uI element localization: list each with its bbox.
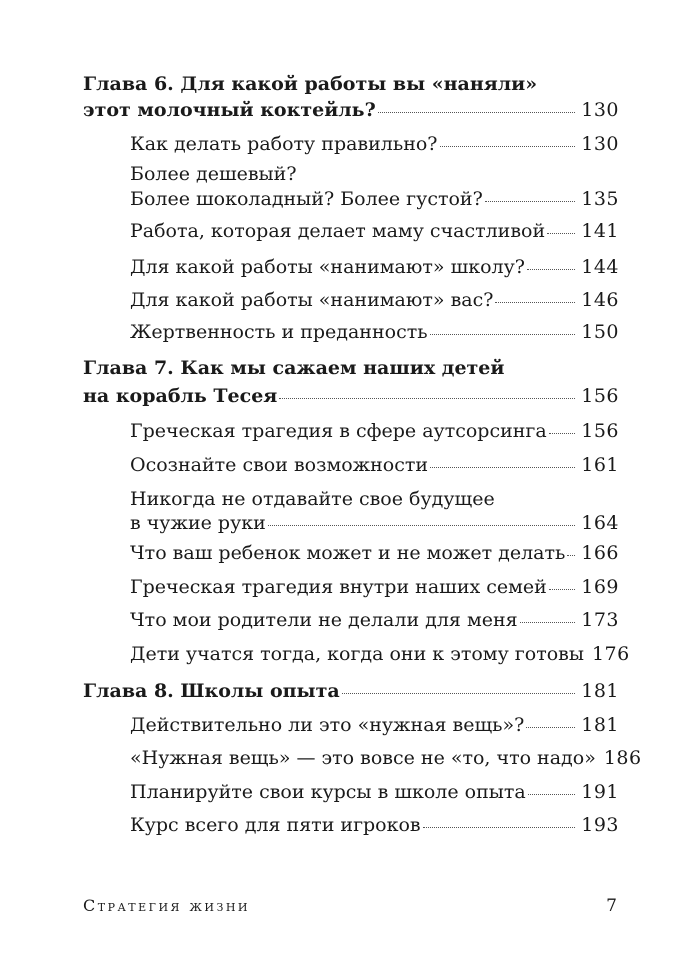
toc-page-number: 169 — [581, 576, 619, 598]
section-title: Что ваш ребенок может и не может делать — [130, 542, 566, 564]
toc-line — [83, 679, 619, 703]
dot-leader — [567, 554, 575, 556]
dot-leader — [549, 588, 575, 590]
dot-leader — [520, 621, 576, 623]
section-title: Дети учатся тогда, когда они к этому готовы — [130, 643, 584, 665]
dot-leader — [527, 268, 575, 270]
dot-leader — [268, 524, 575, 526]
toc-page-number: 141 — [581, 220, 619, 242]
toc-line — [130, 288, 619, 312]
chapter-label: Глава 7. — [83, 357, 174, 379]
section-title: Что мои родители не делали для меня — [130, 609, 518, 631]
section-title: Греческая трагедия внутри наших семей — [130, 576, 547, 598]
dot-leader — [485, 200, 575, 202]
toc-line — [130, 511, 619, 535]
toc-page-number: 193 — [581, 814, 619, 836]
chapter-title: Школы опыта — [180, 680, 340, 702]
toc-line — [130, 162, 619, 186]
toc-page-number: 130 — [581, 99, 619, 121]
running-footer-title: Стратегия жизни — [83, 896, 251, 915]
toc-page-number: 156 — [581, 385, 619, 407]
section-title: Для какой работы «нанимают» школу? — [130, 256, 525, 278]
dot-leader — [279, 397, 575, 399]
toc-page-number: 130 — [581, 133, 619, 155]
section-title: Более дешевый? — [130, 163, 297, 185]
toc-line — [130, 487, 619, 511]
toc-line — [130, 219, 619, 243]
toc-page-number: 150 — [581, 321, 619, 343]
section-title: Действительно ли это «нужная вещь»? — [130, 714, 525, 736]
toc-page-number: 156 — [581, 420, 619, 442]
dot-leader — [430, 466, 575, 468]
toc-page-number: 186 — [603, 747, 642, 769]
toc-line — [83, 356, 619, 380]
section-title: Курс всего для пяти игроков — [130, 814, 421, 836]
toc-page-number: 176 — [591, 643, 630, 665]
dot-leader — [378, 111, 576, 113]
toc-line — [83, 98, 619, 122]
dot-leader — [342, 692, 576, 694]
toc-line — [130, 187, 619, 211]
toc-line — [130, 713, 619, 737]
section-title: Работа, которая делает маму счастливой — [130, 220, 546, 242]
section-title: в чужие руки — [130, 512, 266, 534]
toc-line — [83, 384, 619, 408]
toc-page-number: 166 — [581, 542, 619, 564]
chapter-title: Как мы сажаем наших детей — [180, 357, 505, 379]
toc-line — [130, 132, 619, 156]
section-title: Как делать работу правильно? — [130, 133, 438, 155]
dot-leader — [528, 793, 576, 795]
chapter-title: этот молочный коктейль? — [83, 99, 376, 121]
toc-page-number: 181 — [581, 714, 619, 736]
toc-line — [130, 813, 619, 837]
toc-page-number: 135 — [581, 188, 619, 210]
chapter-title: на корабль Тесея — [83, 385, 278, 407]
toc-page-number: 164 — [581, 512, 619, 534]
toc-line — [130, 642, 630, 666]
dot-leader — [495, 301, 575, 303]
toc-line — [130, 746, 642, 770]
page-number: 7 — [606, 896, 617, 916]
section-title: «Нужная вещь» — это вовсе не «то, что надо» — [130, 747, 596, 769]
chapter-label: Глава 8. — [83, 680, 174, 702]
section-title: Осознайте свои возможности — [130, 454, 429, 476]
dot-leader — [547, 232, 575, 234]
toc-line — [83, 72, 619, 96]
toc-page-number: 161 — [581, 454, 619, 476]
toc-page-number: 173 — [581, 609, 619, 631]
dot-leader — [430, 333, 576, 335]
section-title: Более шоколадный? Более густой? — [130, 188, 483, 210]
toc-line — [130, 255, 619, 279]
dot-leader — [440, 145, 576, 147]
toc-page-number: 146 — [581, 289, 619, 311]
toc-line — [130, 541, 619, 565]
dot-leader — [423, 826, 576, 828]
section-title: Никогда не отдавайте свое будущее — [130, 488, 495, 510]
toc-page-number: 191 — [581, 781, 619, 803]
toc-line — [130, 320, 619, 344]
dot-leader — [526, 726, 575, 728]
chapter-title: Для какой работы вы «наняли» — [180, 73, 538, 95]
section-title: Планируйте свои курсы в школе опыта — [130, 781, 526, 803]
toc-line — [130, 453, 619, 477]
section-title: Жертвенность и преданность — [130, 321, 428, 343]
chapter-label: Глава 6. — [83, 73, 174, 95]
toc-line — [130, 575, 619, 599]
toc-line — [130, 780, 619, 804]
toc-page-number: 144 — [581, 256, 619, 278]
toc-page-number: 181 — [581, 680, 619, 702]
section-title: Для какой работы «нанимают» вас? — [130, 289, 494, 311]
toc-line — [130, 419, 619, 443]
section-title: Греческая трагедия в сфере аутсорсинга — [130, 420, 547, 442]
toc-line — [130, 608, 619, 632]
dot-leader — [549, 432, 576, 434]
